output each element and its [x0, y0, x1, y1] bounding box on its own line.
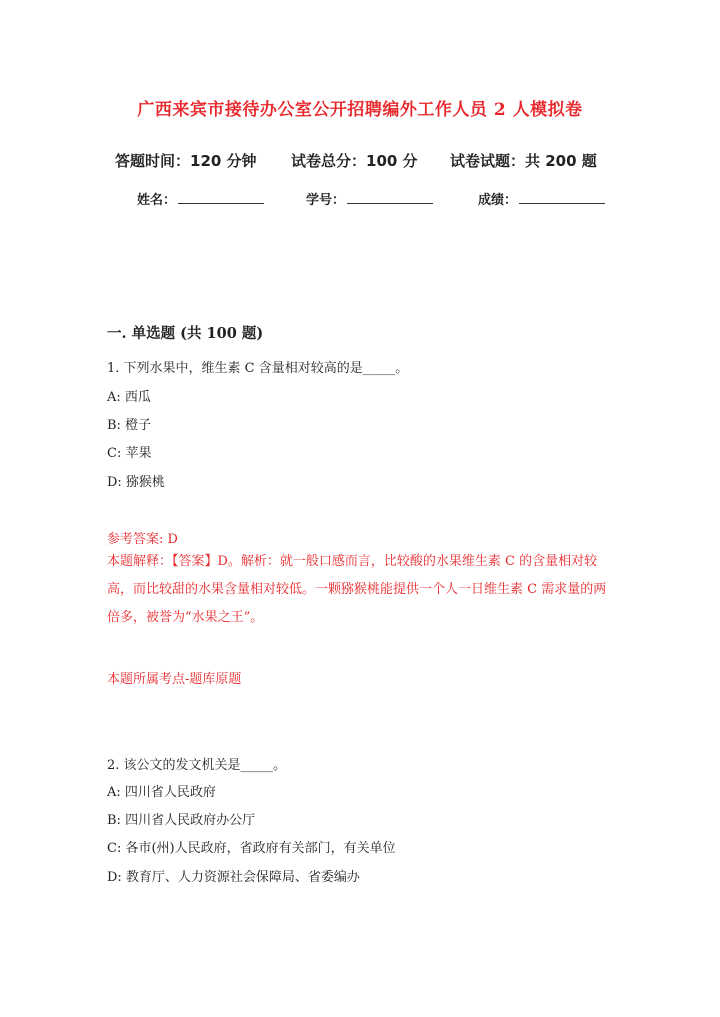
question-1-answer: 参考答案: D	[107, 532, 178, 547]
question-1-explanation: 本题解释：【答案】D。解析：就一般口感而言，比较酸的水果维生素 C 的含量相对较高，而比较甜的水果含量相对较低。一颗猕猴桃能提供一个人一日维生素 C 需求量的两倍多，被誉为“水果之王”。	[107, 554, 607, 625]
exam-question-count: 试卷试题：共 200 题	[450, 152, 597, 170]
name-blank-line[interactable]	[178, 191, 264, 204]
question-2-stem: 2. 该公文的发文机关是_____。	[107, 758, 287, 773]
score-blank-line[interactable]	[519, 191, 605, 204]
question-1-option-b[interactable]: B: 橙子	[107, 418, 152, 433]
question-1-stem: 1. 下列水果中，维生素 C 含量相对较高的是_____。	[107, 361, 409, 376]
question-1-option-d[interactable]: D: 猕猴桃	[107, 475, 165, 490]
name-field[interactable]	[137, 189, 264, 208]
question-2-option-c[interactable]: C: 各市(州)人民政府，省政府有关部门，有关单位	[107, 841, 396, 856]
name-label: 姓名：	[137, 193, 177, 208]
question-2-option-d[interactable]: D: 教育厅、人力资源社会保障局、省委编办	[107, 870, 360, 885]
question-1-option-c[interactable]: C: 苹果	[107, 446, 152, 461]
student-id-label: 学号：	[306, 193, 346, 208]
question-1-topic: 本题所属考点-题库原题	[107, 672, 242, 687]
exam-total-score: 试卷总分：100 分	[291, 152, 418, 170]
score-label: 成绩：	[478, 193, 518, 208]
score-field[interactable]	[478, 189, 605, 208]
exam-time: 答题时间：120 分钟	[115, 152, 257, 170]
student-id-field[interactable]	[306, 189, 433, 208]
exam-title: 广西来宾市接待办公室公开招聘编外工作人员 2 人模拟卷	[137, 100, 583, 120]
student-id-blank-line[interactable]	[347, 191, 433, 204]
section-title: 一. 单选题 (共 100 题)	[107, 325, 264, 342]
question-1-option-a[interactable]: A: 西瓜	[107, 390, 151, 405]
question-2-option-b[interactable]: B: 四川省人民政府办公厅	[107, 813, 256, 828]
question-2-option-a[interactable]: A: 四川省人民政府	[107, 785, 216, 800]
